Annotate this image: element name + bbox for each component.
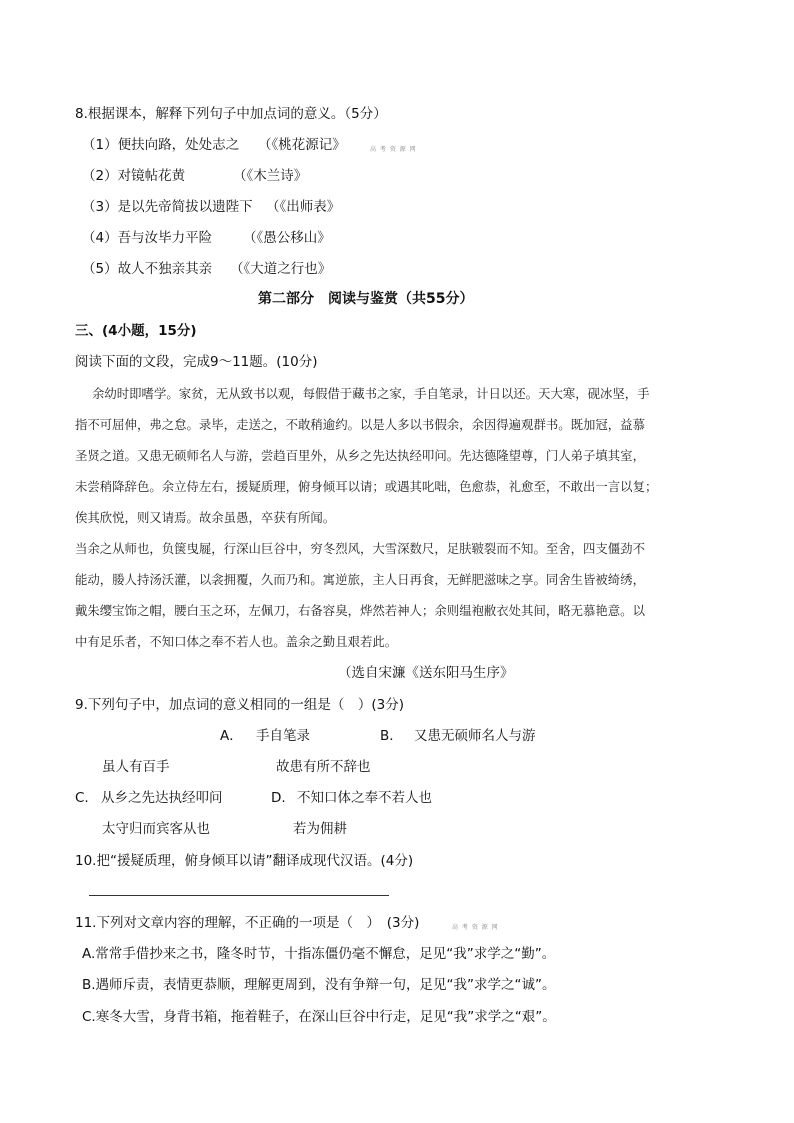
- q8-item-3: （3）是以先帝简拔以遗陛下: [82, 199, 253, 215]
- q11-option-c: C.寒冬大雪，身背书箱，拖着鞋子，在深山巨谷中行走，足见“我”求学之“艰”。: [82, 1009, 556, 1025]
- q8-item-2-source: （《木兰诗》: [233, 168, 308, 184]
- passage-line-3: 圣贤之道。又患无硕师名人与游，尝趋百里外，从乡之先达执经叩问。先达德隆望尊，门人弟子填其室，: [75, 448, 645, 463]
- part2-title: 第二部分 阅读与鉴赏（共55分）: [258, 291, 474, 307]
- passage-line-1: 余幼时即嗜学。家贫，无从致书以观，每假借于藏书之家，手自笔录，计日以还。天大寒，砚冰坚，手: [92, 386, 650, 401]
- q9-option-d-sentence-2: 若为佣耕: [293, 821, 347, 837]
- q8-item-4: （4）吾与汝毕力平险: [82, 230, 213, 246]
- q9-option-d-label: D.: [271, 790, 286, 806]
- q8-item-1-source: （《桃花源记》: [258, 137, 346, 153]
- q8-item-4-source: （《愚公移山》: [243, 230, 331, 246]
- passage-source: （选自宋濂《送东阳马生序》: [338, 665, 514, 681]
- q9-option-b-label: B．: [380, 728, 403, 744]
- q11-option-a: A.常常手借抄来之书，隆冬时节，十指冻僵仍毫不懈怠，足见“我”求学之“勤”。: [82, 946, 556, 962]
- q10-stem: 10.把“援疑质理，俯身倾耳以请”翻译成现代汉语。(4分): [75, 853, 414, 869]
- q9-option-a-sentence-2: 虽人有百手: [102, 759, 170, 775]
- q11-option-b: B.遇师斥责，表情更恭顺，理解更周到，没有争辩一句，足见“我”求学之“诚”。: [82, 977, 556, 993]
- q9-option-a-label: A．: [220, 728, 243, 744]
- q8-item-2: （2）对镜帖花黄: [82, 168, 186, 184]
- q9-option-c-sentence-2: 太守归而宾客从也: [102, 821, 210, 837]
- q8-item-1: （1）便扶向路，处处志之: [82, 137, 240, 153]
- q9-option-b-sentence-2: 故患有所不辞也: [276, 759, 371, 775]
- q8-item-5: （5）故人不独亲其亲: [82, 261, 213, 277]
- q9-stem: 9.下列句子中，加点词的意义相同的一组是（ ）(3分): [75, 697, 405, 713]
- q9-option-c-sentence-1: 从乡之先达执经叩问: [101, 790, 223, 806]
- passage-line-4: 未尝稍降辞色。余立侍左右，援疑质理，俯身倾耳以请；或遇其叱咄，色愈恭，礼愈至，不敢出一言以复；: [75, 479, 658, 494]
- passage-line-6: 当余之从师也，负箧曳屣，行深山巨谷中，穷冬烈风，大雪深数尺，足肤皲裂而不知。至舍，四支僵劲不: [75, 541, 645, 556]
- q8-stem: 8.根据课本，解释下列句子中加点词的意义。（5分）: [75, 106, 387, 122]
- passage-line-2: 指不可屈伸，弗之怠。录毕，走送之，不敢稍逾约。以是人多以书假余，余因得遍观群书。既加冠，益慕: [75, 417, 645, 432]
- passage-line-9: 中有足乐者，不知口体之奉不若人也。盖余之勤且艰若此。: [75, 634, 398, 649]
- watermark-mark: 高 考 资 源 网: [370, 146, 417, 153]
- passage-line-8: 戴朱缨宝饰之帽，腰白玉之环，左佩刀，右备容臭，烨然若神人；余则缊袍敝衣处其间，略无慕艳意。以: [75, 603, 645, 618]
- watermark-mark-2: 高 考 资 源 网: [452, 924, 499, 931]
- section3-heading: 三、(4小题，15分): [75, 323, 197, 339]
- q11-stem: 11.下列对文章内容的理解，不正确的一项是（ ） (3分): [75, 915, 420, 931]
- q9-option-a-sentence-1: 手自笔录: [256, 728, 310, 744]
- q9-option-c-label: C.: [75, 790, 89, 806]
- passage-line-5: 俟其欣悦，则又请焉。故余虽愚，卒获有所闻。: [75, 510, 336, 525]
- q10-answer-line[interactable]: [89, 895, 389, 896]
- q8-item-3-source: （《出师表》: [266, 199, 341, 215]
- q9-option-d-sentence-1: 不知口体之奉不若人也: [297, 790, 432, 806]
- section3-intro: 阅读下面的文段，完成9～11题。(10分): [75, 354, 318, 370]
- q9-option-b-sentence-1: 又患无硕师名人与游: [414, 728, 536, 744]
- passage-line-7: 能动，媵人持汤沃灌，以衾拥覆，久而乃和。寓逆旅，主人日再食，无鲜肥滋味之享。同舍生皆被绮绣，: [75, 572, 645, 587]
- q8-item-5-source: （《大道之行也》: [230, 261, 332, 277]
